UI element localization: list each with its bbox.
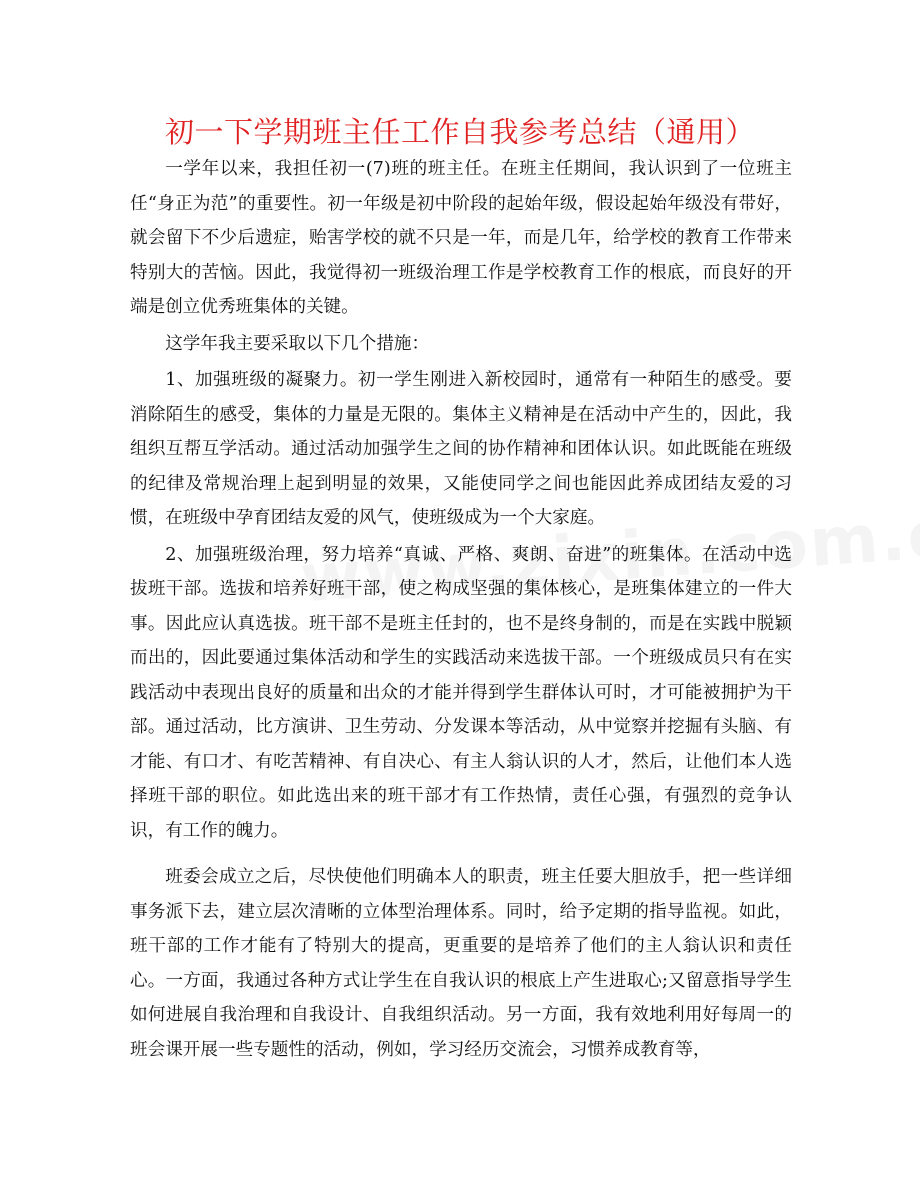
paragraph-class-committee: 班委会成立之后，尽快使他们明确本人的职责，班主任要大胆放手，把一些详细事务派下去，建立层次清晰的立体型治理体系。同时，给予定期的指导监视。如此，班干部的工作才能有了特别大的提高，更重要的是培养了他们的主人翁认识和责任心。一方面，我通过各种方式让学生在自我认识的根底上产生进取心;又留意指导学生如何进展自我治理和自我设计、自我组织活动。另一方面，我有效地利用好每周一的班会课开展一些专题性的活动，例如，学习经历交流会，习惯养成教育等， (130, 867, 792, 1060)
document-title: 初一下学期班主任工作自我参考总结（通用） (164, 115, 755, 149)
paragraph-measure-2: 2、加强班级治理，努力培养“真诚、严格、爽朗、奋进”的班集体。在活动中选拔班干部。选拔和培养好班干部，使之构成坚强的集体核心，是班集体建立的一件大事。因此应认真选拔。班干部不是班主任封的，也不是终身制的，而是在实践中脱颖而出的，因此要通过集体活动和学生的实践活动来选拔干部。一个班级成员只有在实践活动中表现出良好的质量和出众的才能并得到学生群体认可时，才可能被拥护为干部。通过活动，比方演讲、卫生劳动、分发课本等活动，从中觉察并挖掘有头脑、有才能、有口才、有吃苦精神、有自决心、有主人翁认识的人才，然后，让他们本人选择班干部的职位。如此选出来的班干部才有工作热情，责任心强，有强烈的竞争认识，有工作的魄力。 (130, 544, 792, 841)
paragraph-measure-1: 1、加强班级的凝聚力。初一学生刚进入新校园时，通常有一种陌生的感受。要消除陌生的感受，集体的力量是无限的。集体主义精神是在活动中产生的，因此，我组织互帮互学活动。通过活动加强学生之间的协作精神和团体认识。如此既能在班级的纪律及常规治理上起到明显的效果，又能使同学之间也能因此养成团结友爱的习惯，在班级中孕育团结友爱的风气，使班级成为一个大家庭。 (130, 370, 792, 528)
paragraph-intro: 一学年以来，我担任初一(7)班的班主任。在班主任期间，我认识到了一位班主任“身正为范”的重要性。初一年级是初中阶段的起始年级，假设起始年级没有带好，就会留下不少后遗症，贻害学校的就不只是一年，而是几年，给学校的教育工作带来特别大的苦恼。因此，我觉得初一班级治理工作是学校教育工作的根底，而良好的开端是创立优秀班集体的关键。 (130, 159, 792, 317)
paragraph-measures-intro: 这学年我主要采取以下几个措施： (165, 333, 430, 354)
document-body (130, 152, 792, 1067)
